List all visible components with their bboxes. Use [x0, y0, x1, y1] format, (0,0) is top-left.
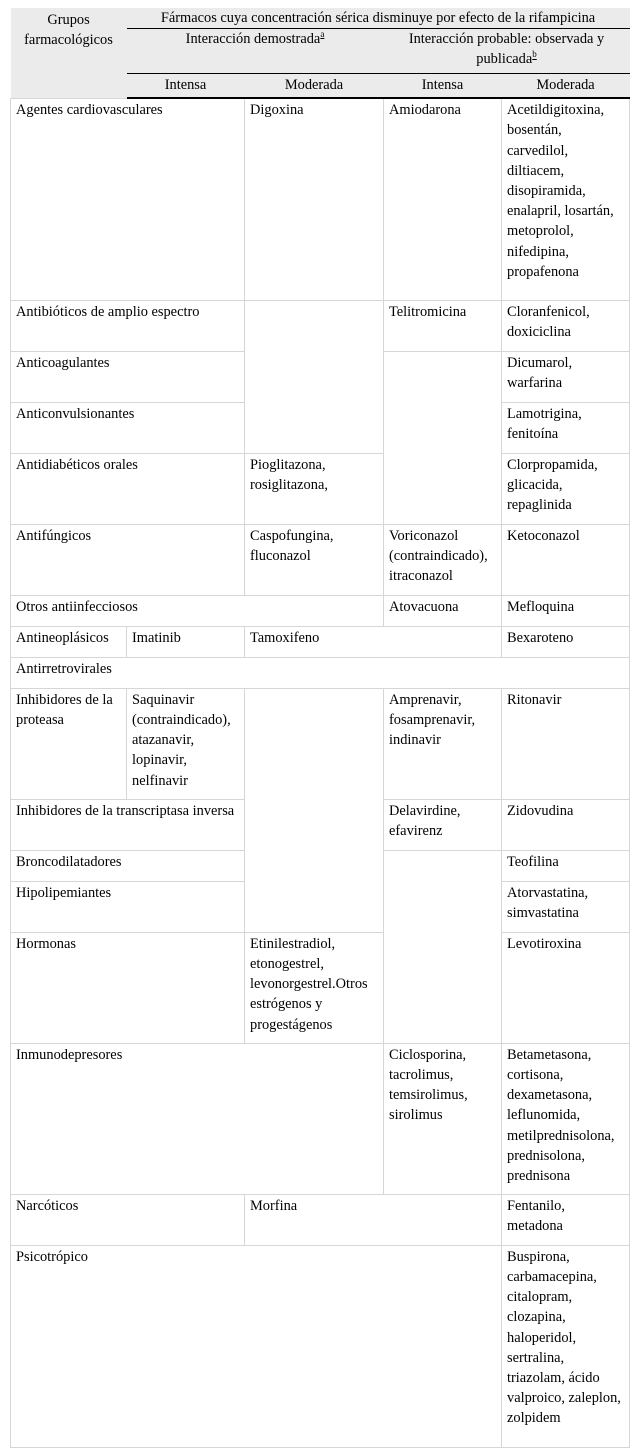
table-row — [11, 932, 630, 1043]
probable-moderate-cell: Cloranfenicol, doxiciclina — [502, 300, 630, 351]
group-cell: Psicotrópico — [11, 1245, 502, 1447]
header-probable-intense: Intensa — [384, 74, 502, 99]
table-row — [11, 688, 630, 799]
footnote-ref-a[interactable]: a — [320, 29, 325, 40]
group-cell: Antifúngicos — [11, 524, 245, 595]
group-cell: Inmunodepresores — [11, 1043, 384, 1194]
group-cell: Anticoagulantes — [11, 351, 245, 402]
group-cell: Antibióticos de amplio espectro — [11, 300, 245, 351]
group-cell: Anticonvulsionantes — [11, 402, 245, 453]
probable-intense-cell: Voriconazol (contraindicado), itraconazol — [384, 524, 502, 595]
group-cell: Broncodilatadores — [11, 850, 245, 881]
probable-moderate-cell: Lamotrigina, fenitoína — [502, 402, 630, 453]
probable-moderate-cell: Buspirona, carbamacepina, citalopram, clozapina, haloperidol, sertralina, triazolam, ácido valproico, zaleplon, zolpidem — [502, 1245, 630, 1447]
header-shown-moderate: Moderada — [245, 74, 384, 99]
probable-moderate-cell: Acetildigitoxina, bosentán, carvedilol, diltiacem, disopiramida, enalapril, losartán, metoprolol, nifedipina, propafenona — [502, 98, 630, 300]
shown-moderate-cell: Pioglitazona, rosiglitazona, — [245, 453, 384, 524]
probable-intense-cell: Amprenavir, fosamprenavir, indinavir — [384, 688, 502, 799]
shown-moderate-cell: Etinilestradiol, etonogestrel, levonorgestrel.Otros estrógenos y progestágenos — [245, 932, 384, 1043]
table-row — [11, 1194, 630, 1245]
table-row — [11, 300, 630, 351]
probable-moderate-cell: Betametasona, cortisona, dexametasona, leflunomida, metilprednisolona, prednisolona, prednisona — [502, 1043, 630, 1194]
header-shown — [127, 29, 384, 74]
probable-intense-cell — [384, 351, 502, 524]
header-probable-moderate: Moderada — [502, 74, 630, 99]
shown-moderate-cell: Morfina — [245, 1194, 502, 1245]
header-probable — [384, 29, 630, 74]
group-cell: Hormonas — [11, 932, 245, 1043]
header-probable-label: Interacción probable: observada y publicada — [408, 31, 605, 68]
shown-moderate-cell: Caspofungina, fluconazol — [245, 524, 384, 595]
table-row — [11, 453, 630, 524]
footnote-ref-b[interactable]: b — [532, 49, 537, 60]
probable-moderate-cell: Dicumarol, warfarina — [502, 351, 630, 402]
probable-moderate-cell: Fentanilo, metadona — [502, 1194, 630, 1245]
group-cell: Antineoplásicos — [11, 626, 127, 657]
table-row — [11, 657, 630, 688]
shown-intense-cell: Imatinib — [127, 626, 245, 657]
group-cell: Inhibidores de la proteasa — [11, 688, 127, 799]
probable-intense-cell: Ciclosporina, tacrolimus, temsirolimus, sirolimus — [384, 1043, 502, 1194]
probable-intense-cell: Telitromicina — [384, 300, 502, 351]
group-cell: Otros antiinfecciosos — [11, 595, 384, 626]
probable-intense-cell: Delavirdine, efavirenz — [384, 799, 502, 850]
probable-moderate-cell: Clorpropamida, glicacida, repaglinida — [502, 453, 630, 524]
shown-intense-cell: Saquinavir (contraindicado), atazanavir, lopinavir, nelfinavir — [127, 688, 245, 799]
table-row — [11, 98, 630, 300]
rifampicin-interactions-table — [10, 8, 630, 1448]
header-shown-intense: Intensa — [127, 74, 245, 99]
group-cell: Antidiabéticos orales — [11, 453, 245, 524]
probable-moderate-cell: Teofilina — [502, 850, 630, 881]
header-top-title: Fármacos cuya concentración sérica disminuye por efecto de la rifampicina — [127, 8, 630, 29]
table-row — [11, 1245, 630, 1447]
table-row — [11, 524, 630, 595]
header-groups: Grupos farmacológicos — [11, 8, 127, 98]
probable-intense-cell: Amiodarona — [384, 98, 502, 300]
shown-moderate-cell — [245, 300, 384, 453]
probable-intense-cell: Atovacuona — [384, 595, 502, 626]
probable-moderate-cell: Atorvastatina, simvastatina — [502, 881, 630, 932]
shown-moderate-cell: Tamoxifeno — [245, 626, 502, 657]
shown-moderate-cell: Digoxina — [245, 98, 384, 300]
group-cell: Narcóticos — [11, 1194, 245, 1245]
table-row — [11, 626, 630, 657]
group-cell: Hipolipemiantes — [11, 881, 245, 932]
shown-moderate-cell — [245, 688, 384, 932]
probable-moderate-cell: Zidovudina — [502, 799, 630, 850]
probable-moderate-cell: Levotiroxina — [502, 932, 630, 1043]
probable-moderate-cell: Mefloquina — [502, 595, 630, 626]
probable-moderate-cell: Ritonavir — [502, 688, 630, 799]
probable-moderate-cell: Ketoconazol — [502, 524, 630, 595]
group-cell: Antirretrovirales — [11, 657, 630, 688]
probable-moderate-cell: Bexaroteno — [502, 626, 630, 657]
group-cell: Agentes cardiovasculares — [11, 98, 245, 300]
table-row — [11, 595, 630, 626]
table-row — [11, 1043, 630, 1194]
probable-intense-cell — [384, 850, 502, 1043]
group-cell: Inhibidores de la transcriptasa inversa — [11, 799, 245, 850]
header-shown-label: Interacción demostrada — [185, 31, 321, 48]
